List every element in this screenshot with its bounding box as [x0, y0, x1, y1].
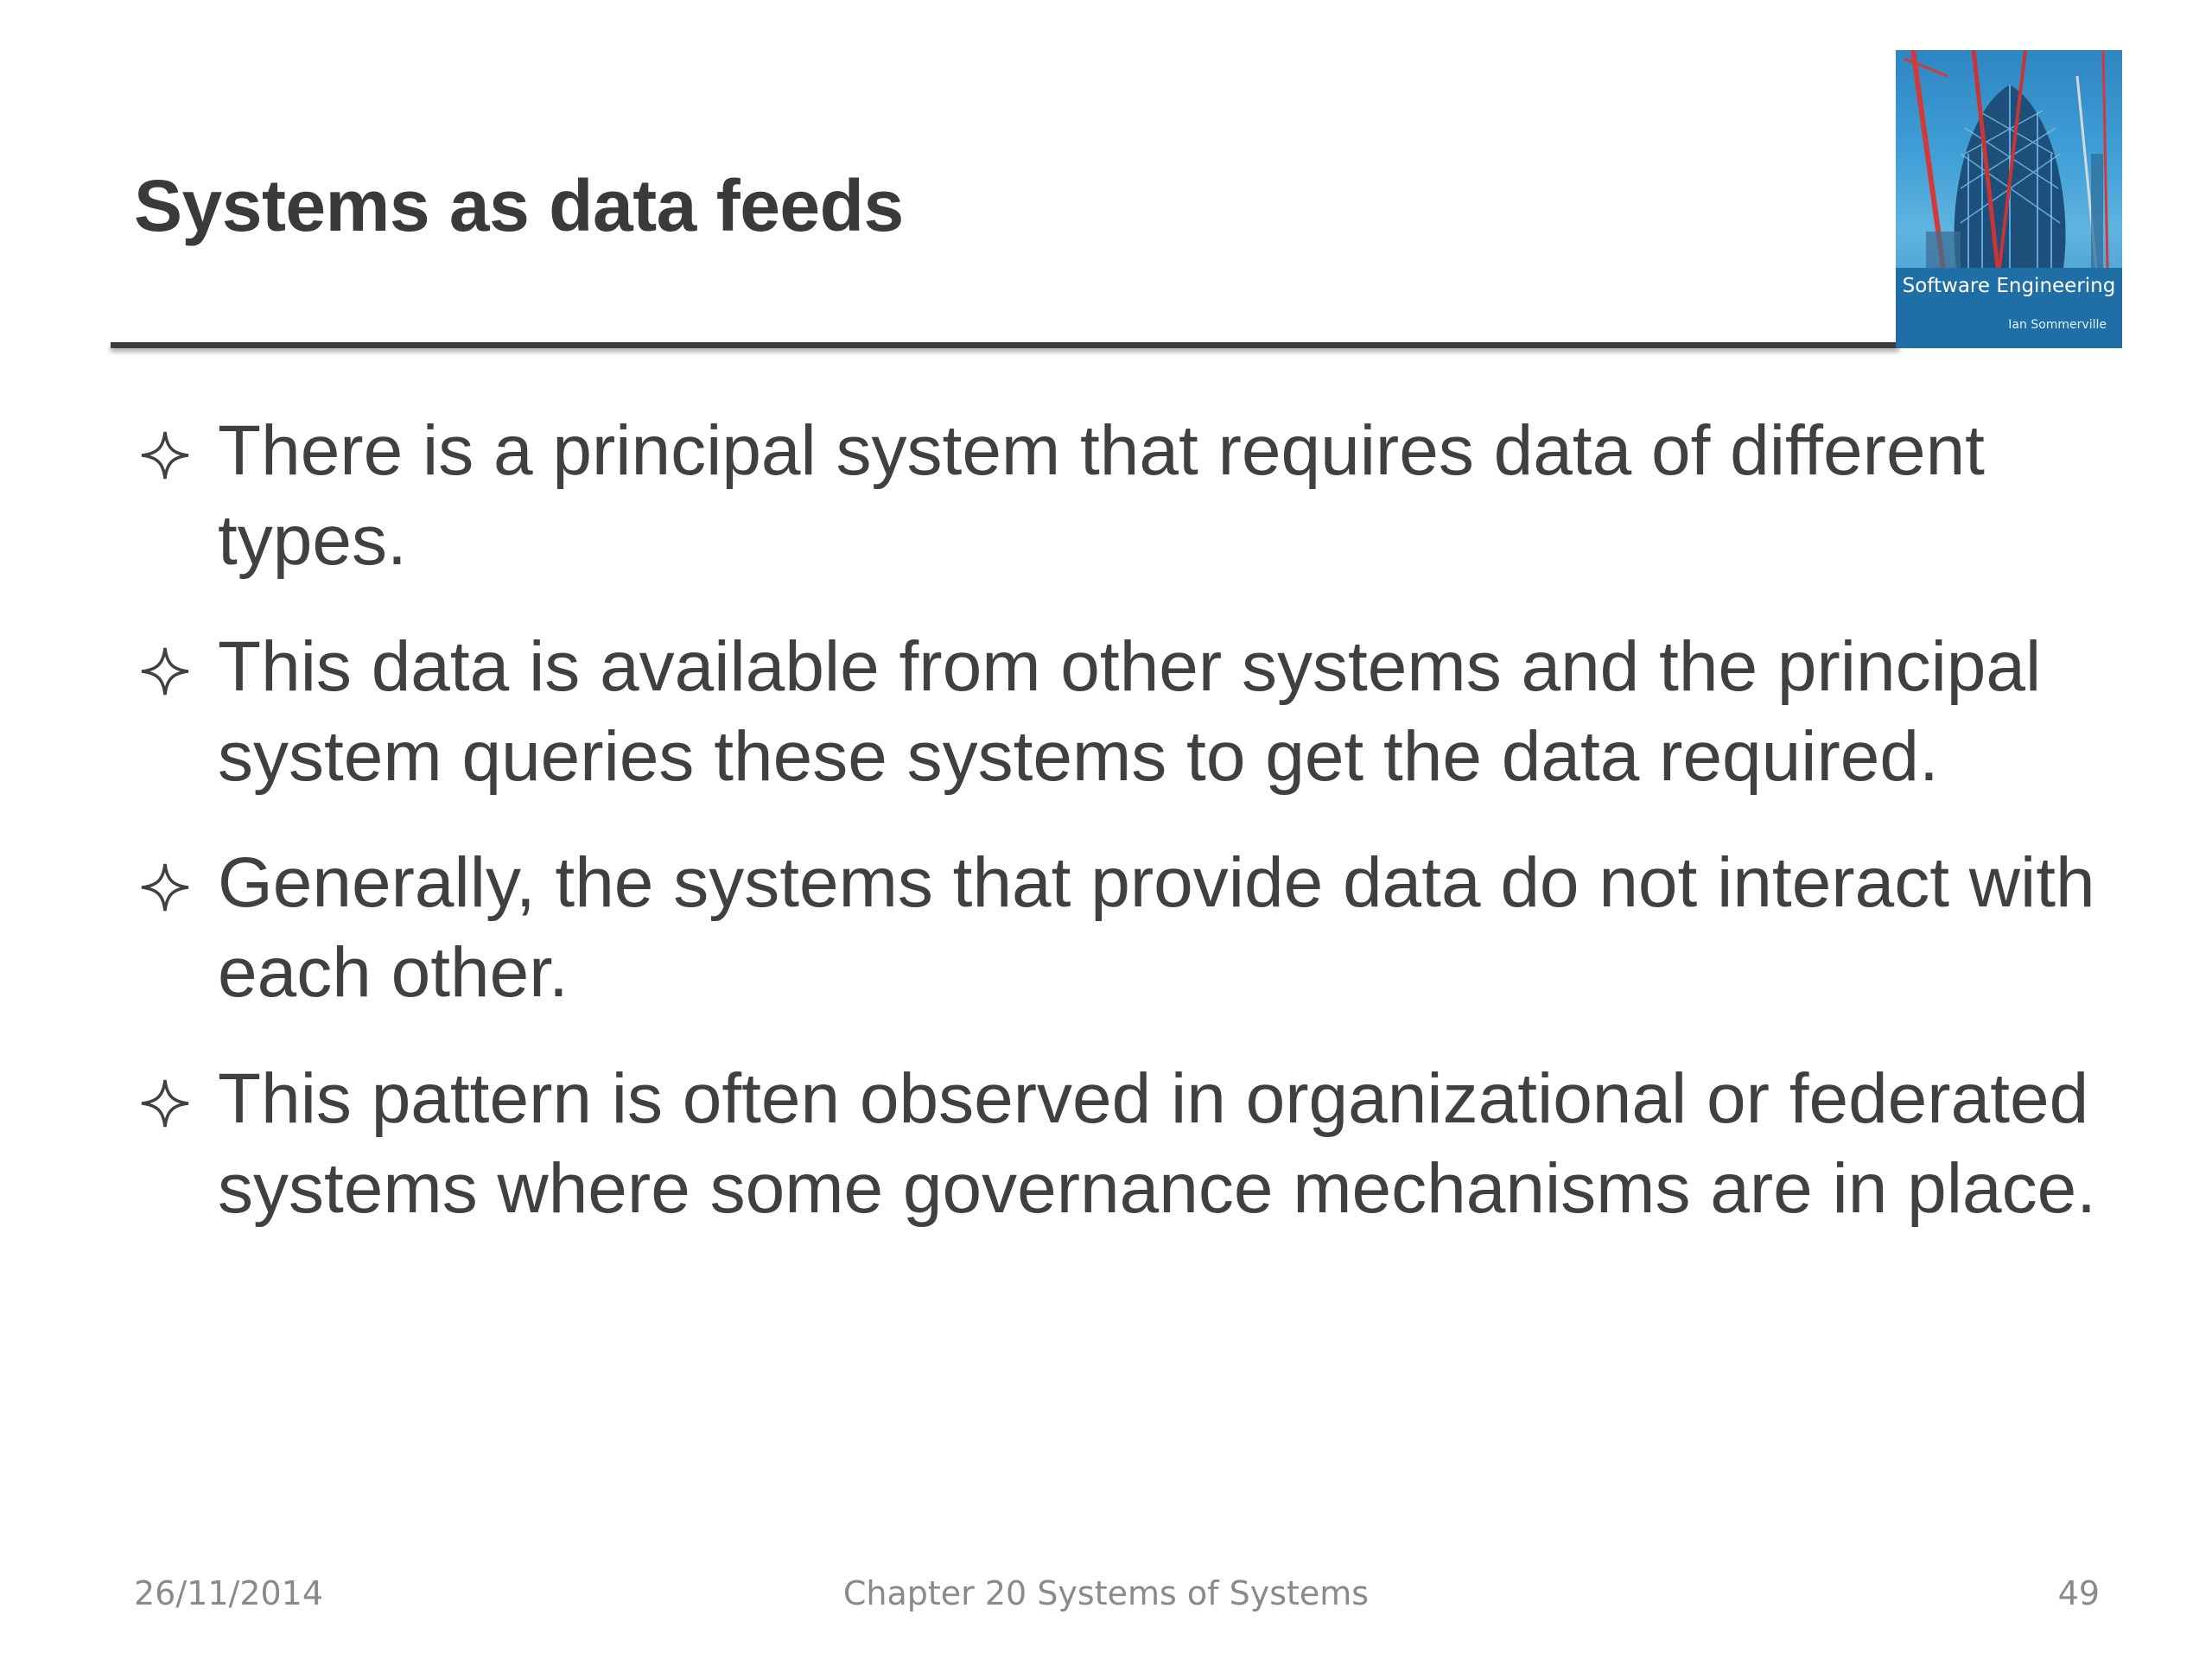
footer-chapter: Chapter 20 Systems of Systems	[842, 1574, 1370, 1612]
bullet-item	[138, 1054, 2100, 1234]
cover-author: Ian Sommerville	[2008, 318, 2107, 332]
bullet-text: This data is available from other systems and the principal system queries these systems to get the data required.	[218, 627, 2042, 796]
book-cover-image	[1896, 50, 2122, 348]
four-point-star-icon	[138, 1077, 192, 1130]
four-point-star-icon	[138, 645, 192, 698]
slide-title: Systems as data feeds	[134, 165, 904, 246]
bullet-text: This pattern is often observed in organizational or federated systems where some governance mechanisms are in place.	[218, 1059, 2096, 1228]
bullet-item	[138, 838, 2100, 1018]
bullet-text: There is a principal system that requires data of different types.	[218, 411, 1985, 580]
footer-date: 26/11/2014	[134, 1574, 324, 1612]
four-point-star-icon	[138, 861, 192, 914]
bullet-item	[138, 406, 2100, 586]
bullet-item	[138, 622, 2100, 802]
footer-page-number: 49	[2057, 1574, 2100, 1612]
bullet-list	[138, 406, 2100, 1270]
bullet-text: Generally, the systems that provide data do not interact with each other.	[218, 843, 2095, 1012]
title-divider	[111, 342, 1899, 348]
four-point-star-icon	[138, 429, 192, 482]
cover-title: Software Engineering	[1902, 275, 2116, 297]
